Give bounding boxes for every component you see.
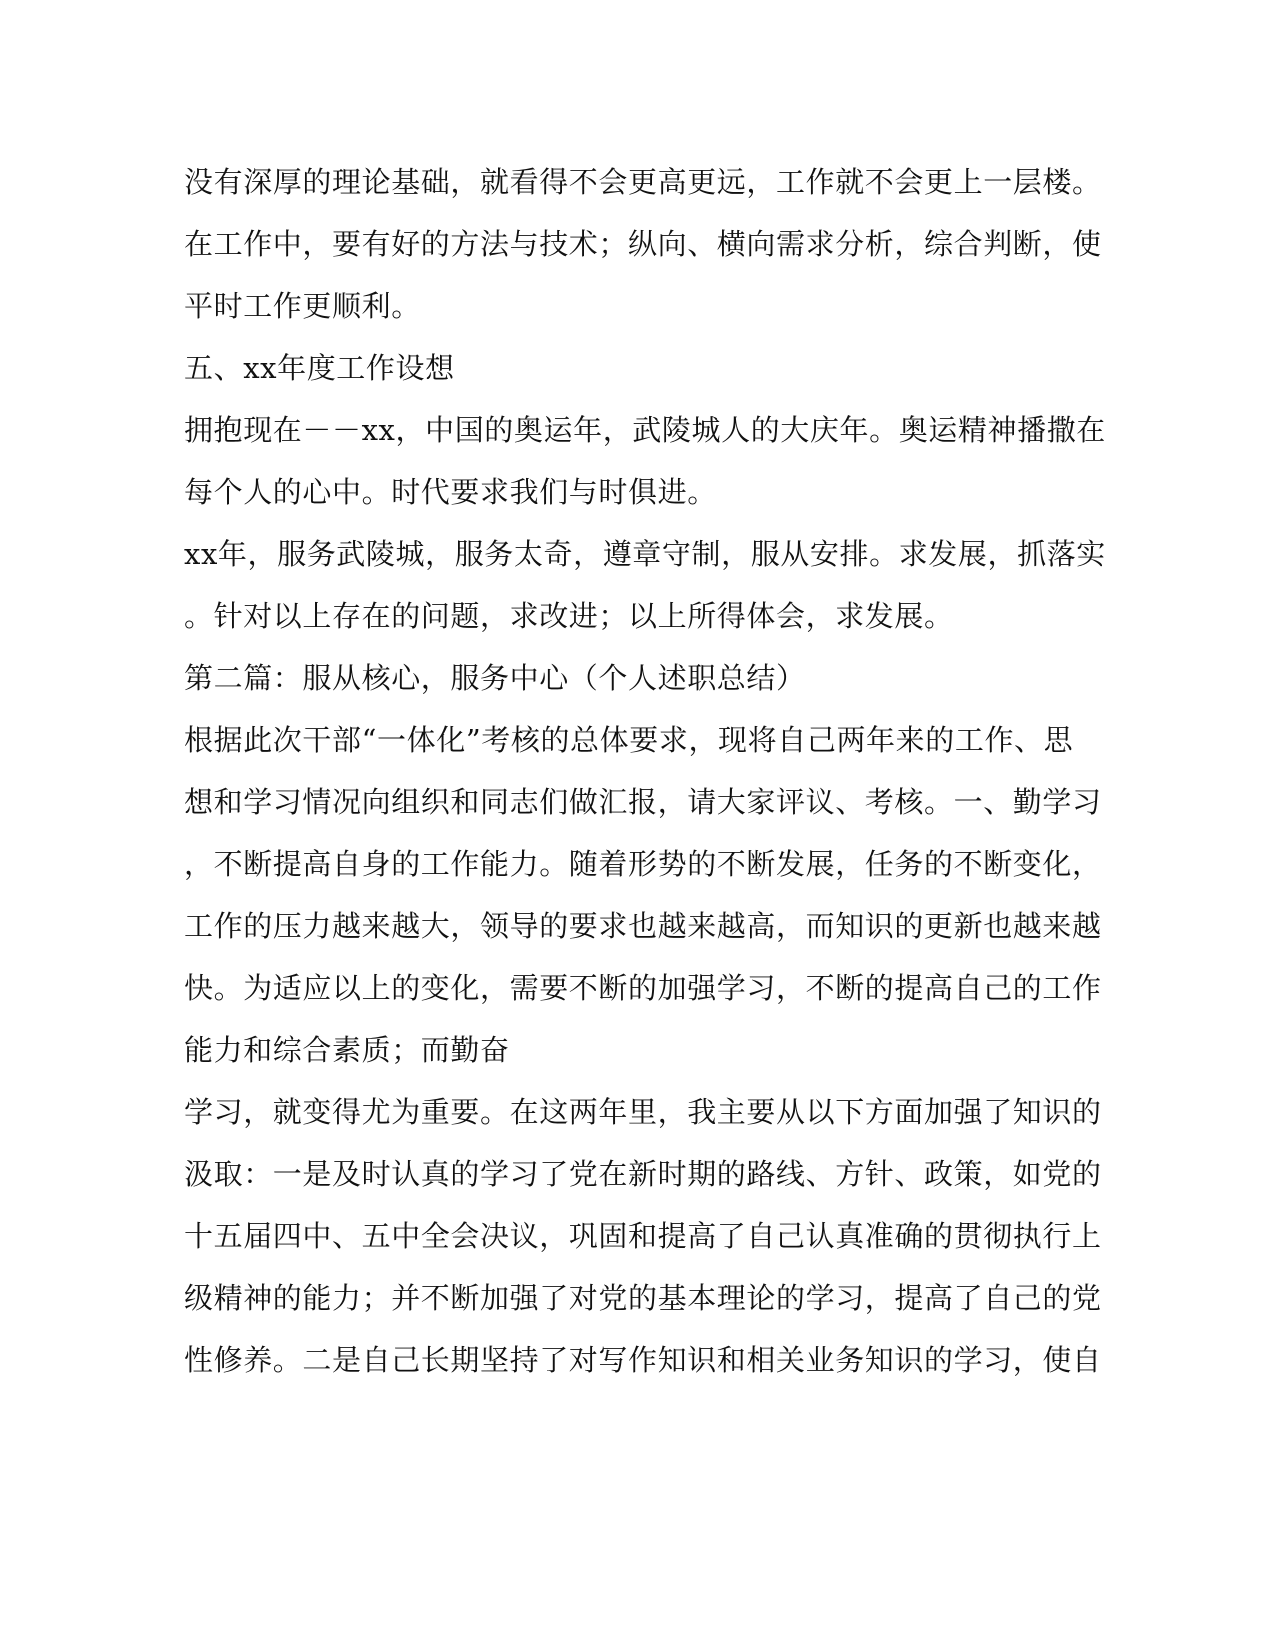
- body-text-line: xx年，服务武陵城，服务太奇，遵章守制，服从安排。求发展，抓落实: [184, 537, 1106, 571]
- body-text-line: 级精神的能力；并不断加强了对党的基本理论的学习，提高了自己的党: [184, 1281, 1102, 1315]
- body-text-line: 根据此次干部“一体化”考核的总体要求，现将自己两年来的工作、思: [184, 723, 1074, 757]
- body-text-line: 学习，就变得尤为重要。在这两年里，我主要从以下方面加强了知识的: [184, 1095, 1102, 1129]
- body-text-line: ，不断提高自身的工作能力。随着形势的不断发展，任务的不断变化，: [184, 847, 1102, 881]
- body-text-line: 快。为适应以上的变化，需要不断的加强学习，不断的提高自己的工作: [184, 971, 1102, 1005]
- body-text-line: 。针对以上存在的问题，求改进；以上所得体会，求发展。: [184, 599, 954, 633]
- body-text-line: 想和学习情况向组织和同志们做汇报，请大家评议、考核。一、勤学习: [184, 785, 1102, 819]
- body-text-line: 工作的压力越来越大，领导的要求也越来越高，而知识的更新也越来越: [184, 909, 1102, 943]
- section-heading: 五、xx年度工作设想: [184, 351, 455, 385]
- body-text-line: 每个人的心中。时代要求我们与时俱进。: [184, 475, 717, 509]
- body-text-line: 平时工作更顺利。: [184, 289, 421, 323]
- chapter-heading: 第二篇：服从核心，服务中心（个人述职总结）: [184, 661, 806, 695]
- body-text-line: 汲取：一是及时认真的学习了党在新时期的路线、方针、政策，如党的: [184, 1157, 1102, 1191]
- body-text-line: 没有深厚的理论基础，就看得不会更高更远，工作就不会更上一层楼。: [184, 165, 1102, 199]
- body-text-line: 拥抱现在－－xx，中国的奥运年，武陵城人的大庆年。奥运精神播撒在: [184, 413, 1106, 447]
- body-text-line: 性修养。二是自己长期坚持了对写作知识和相关业务知识的学习，使自: [184, 1343, 1102, 1377]
- body-text-line: 十五届四中、五中全会决议，巩固和提高了自己认真准确的贯彻执行上: [184, 1219, 1102, 1253]
- body-text-line: 能力和综合素质；而勤奋: [184, 1033, 510, 1067]
- body-text-line: 在工作中，要有好的方法与技术；纵向、横向需求分析，综合判断，使: [184, 227, 1102, 261]
